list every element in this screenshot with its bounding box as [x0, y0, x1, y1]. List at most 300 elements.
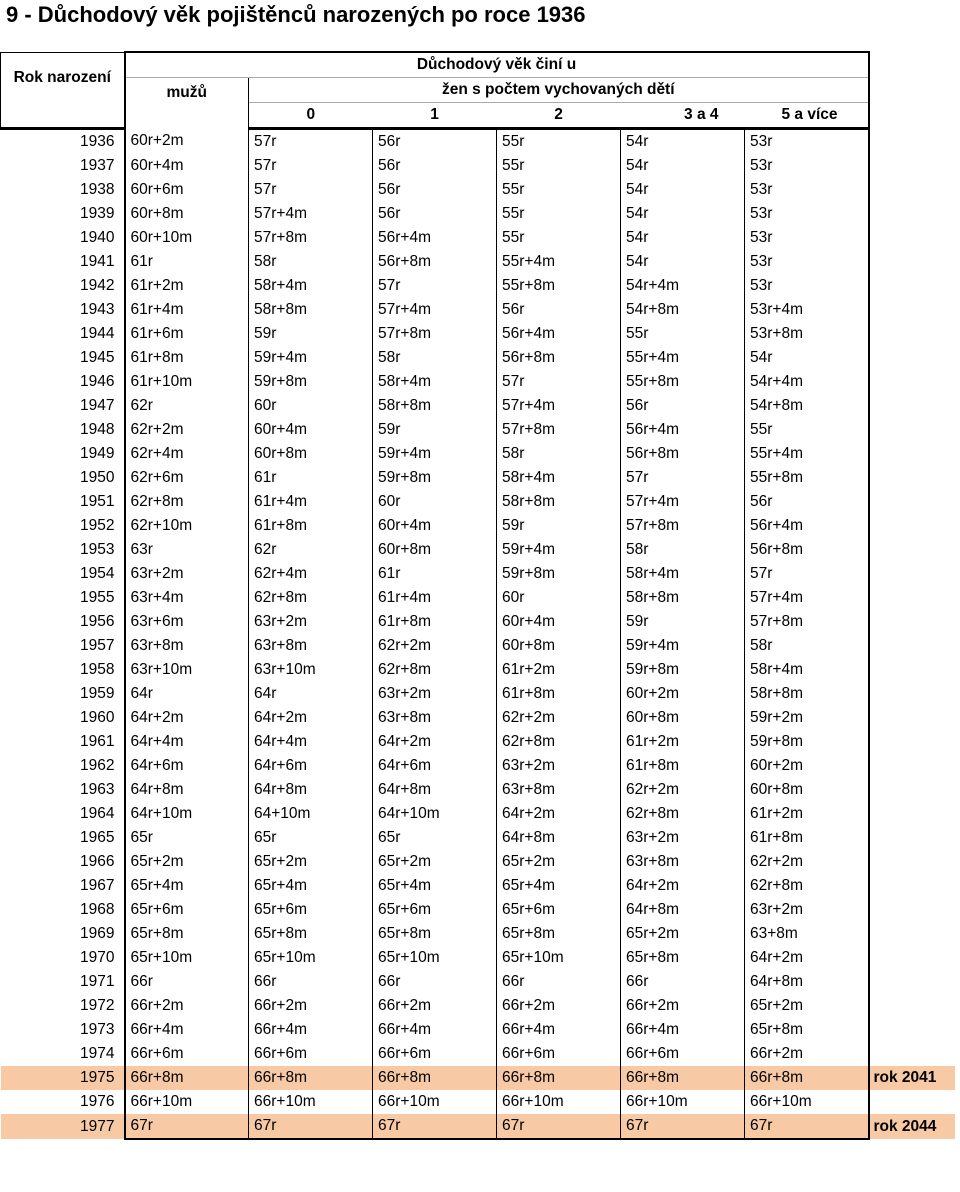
age-cell-k1: 56r: [373, 129, 497, 155]
age-cell-k0: 59r+8m: [249, 370, 373, 394]
birth-year-cell: 1964: [80, 805, 115, 822]
age-cell-k2: 66r: [497, 970, 621, 994]
age-cell-muzu: 61r+4m: [125, 298, 249, 322]
age-cell-k0: 66r: [249, 970, 373, 994]
age-cell-k34: 65r+2m: [621, 922, 745, 946]
age-cell-k5: 56r+4m: [745, 514, 869, 538]
age-cell-k2: 60r: [497, 586, 621, 610]
age-cell-k2: 57r+8m: [497, 418, 621, 442]
birth-year-cell: 1952: [80, 517, 115, 534]
age-cell-k1: 64r+6m: [373, 754, 497, 778]
table-row: [1, 850, 955, 874]
birth-year-cell: 1961: [80, 733, 115, 750]
age-cell-k34: 54r+4m: [621, 274, 745, 298]
age-cell-k0: 57r+4m: [249, 202, 373, 226]
age-cell-muzu: 62r+10m: [125, 514, 249, 538]
age-cell-k5: 63r+2m: [745, 898, 869, 922]
age-cell-k5: 57r+4m: [745, 586, 869, 610]
age-cell-muzu: 63r+10m: [125, 658, 249, 682]
age-cell-k2: 59r: [497, 514, 621, 538]
birth-year-cell: 1962: [80, 757, 115, 774]
birth-year-cell: 1970: [80, 949, 115, 966]
birth-year-cell: 1968: [80, 901, 115, 918]
age-cell-k1: 56r: [373, 154, 497, 178]
age-cell-k2: 64r+2m: [497, 802, 621, 826]
age-cell-k5: 61r+2m: [745, 802, 869, 826]
age-cell-k5: 54r+4m: [745, 370, 869, 394]
age-cell-k5: 56r: [745, 490, 869, 514]
age-cell-k2: 59r+4m: [497, 538, 621, 562]
age-cell-k1: 56r: [373, 178, 497, 202]
age-cell-k0: 65r+2m: [249, 850, 373, 874]
age-cell-muzu: 61r+6m: [125, 322, 249, 346]
note-cell: [869, 370, 955, 394]
age-cell-k2: 62r+2m: [497, 706, 621, 730]
note-cell: rok 2041: [869, 1066, 955, 1090]
age-cell-k5: 60r+8m: [745, 778, 869, 802]
age-cell-k34: 54r: [621, 154, 745, 178]
header-empty: [1, 103, 125, 129]
table-row: [1, 250, 955, 274]
header-empty: [869, 78, 955, 103]
age-cell-k0: 57r: [249, 154, 373, 178]
age-cell-k5: 53r: [745, 226, 869, 250]
birth-year-cell: 1969: [80, 925, 115, 942]
age-cell-k1: 64r+8m: [373, 778, 497, 802]
age-cell-muzu: 62r+4m: [125, 442, 249, 466]
birth-year-cell: 1957: [80, 637, 115, 654]
note-cell: [869, 562, 955, 586]
age-cell-k34: 58r+4m: [621, 562, 745, 586]
age-cell-k0: 65r: [249, 826, 373, 850]
table-row: [1, 682, 955, 706]
age-cell-muzu: 61r+8m: [125, 346, 249, 370]
note-cell: [869, 802, 955, 826]
note-cell: rok 2044: [869, 1114, 955, 1139]
age-cell-k5: 53r+8m: [745, 322, 869, 346]
birth-year-cell: 1958: [80, 661, 115, 678]
age-cell-k34: 60r+2m: [621, 682, 745, 706]
note-cell: [869, 970, 955, 994]
table-row: [1, 754, 955, 778]
table-row: [1, 610, 955, 634]
note-cell: [869, 1018, 955, 1042]
age-cell-k5: 57r+8m: [745, 610, 869, 634]
age-cell-k34: 58r+8m: [621, 586, 745, 610]
age-cell-k5: 64r+8m: [745, 970, 869, 994]
age-cell-k34: 62r+8m: [621, 802, 745, 826]
age-cell-k2: 66r+4m: [497, 1018, 621, 1042]
age-cell-k0: 60r: [249, 394, 373, 418]
age-cell-k1: 56r+8m: [373, 250, 497, 274]
header-rok-narozeni: Rok narození: [1, 52, 125, 103]
age-cell-k2: 60r+8m: [497, 634, 621, 658]
age-cell-k1: 59r: [373, 418, 497, 442]
birth-year-cell: 1950: [80, 469, 115, 486]
birth-year-cell: 1945: [80, 349, 115, 366]
age-cell-k1: 59r+8m: [373, 466, 497, 490]
age-cell-k5: 58r: [745, 634, 869, 658]
age-cell-k34: 66r: [621, 970, 745, 994]
age-cell-k5: 58r+8m: [745, 682, 869, 706]
birth-year-cell: 1941: [80, 253, 115, 270]
age-cell-k2: 57r+4m: [497, 394, 621, 418]
age-cell-k0: 66r+2m: [249, 994, 373, 1018]
retirement-age-table: [0, 51, 955, 1140]
birth-year-cell: 1965: [80, 829, 115, 846]
age-cell-k5: 62r+2m: [745, 850, 869, 874]
table-row: [1, 586, 955, 610]
table-row: [1, 514, 955, 538]
age-cell-muzu: 65r: [125, 826, 249, 850]
age-cell-k1: 63r+8m: [373, 706, 497, 730]
table-row: [1, 634, 955, 658]
note-cell: [869, 994, 955, 1018]
birth-year-cell: 1949: [80, 445, 115, 462]
note-cell: [869, 850, 955, 874]
age-cell-k2: 64r+8m: [497, 826, 621, 850]
age-cell-muzu: 64r+4m: [125, 730, 249, 754]
age-cell-k34: 66r+2m: [621, 994, 745, 1018]
birth-year-cell: 1960: [80, 709, 115, 726]
age-cell-k0: 64r+6m: [249, 754, 373, 778]
table-row: [1, 178, 955, 202]
birth-year-cell: 1963: [80, 781, 115, 798]
age-cell-k34: 61r+2m: [621, 730, 745, 754]
age-cell-k0: 60r+8m: [249, 442, 373, 466]
age-cell-muzu: 63r+2m: [125, 562, 249, 586]
age-cell-k34: 66r+4m: [621, 1018, 745, 1042]
birth-year-cell: 1942: [80, 277, 115, 294]
age-cell-k2: 55r+8m: [497, 274, 621, 298]
age-cell-k5: 53r: [745, 178, 869, 202]
age-cell-k5: 59r+2m: [745, 706, 869, 730]
birth-year-cell: 1956: [80, 613, 115, 630]
age-cell-muzu: 66r+2m: [125, 994, 249, 1018]
table-row: [1, 802, 955, 826]
age-cell-k1: 58r+4m: [373, 370, 497, 394]
page-title: 9 - Důchodový věk pojištěnců narozených po roce 1936: [6, 2, 586, 27]
birth-year-cell: 1971: [80, 973, 115, 990]
age-cell-k2: 56r+8m: [497, 346, 621, 370]
age-cell-k5: 62r+8m: [745, 874, 869, 898]
age-cell-k1: 57r+8m: [373, 322, 497, 346]
note-cell: [869, 250, 955, 274]
age-cell-k34: 66r+10m: [621, 1090, 745, 1114]
age-cell-k2: 66r+10m: [497, 1090, 621, 1114]
header-duchodovy-vek: Důchodový věk činí u: [125, 52, 869, 78]
table-row: [1, 1114, 955, 1139]
age-cell-k5: 66r+10m: [745, 1090, 869, 1114]
age-cell-muzu: 61r: [125, 250, 249, 274]
note-cell: [869, 778, 955, 802]
birth-year-cell: 1944: [80, 325, 115, 342]
age-cell-k0: 66r+6m: [249, 1042, 373, 1066]
age-cell-k1: 64r+10m: [373, 802, 497, 826]
age-cell-k34: 57r+8m: [621, 514, 745, 538]
note-cell: [869, 610, 955, 634]
birth-year-cell: 1953: [80, 541, 115, 558]
age-cell-k1: 61r+8m: [373, 610, 497, 634]
age-cell-k5: 55r+4m: [745, 442, 869, 466]
age-cell-k34: 59r: [621, 610, 745, 634]
age-cell-k5: 53r+4m: [745, 298, 869, 322]
header-k34: 3 a 4: [621, 103, 745, 129]
age-cell-k34: 56r: [621, 394, 745, 418]
age-cell-k1: 60r: [373, 490, 497, 514]
age-cell-k0: 64+10m: [249, 802, 373, 826]
age-cell-k2: 66r+8m: [497, 1066, 621, 1090]
age-cell-k1: 65r+10m: [373, 946, 497, 970]
birth-year-cell: 1947: [80, 397, 115, 414]
age-cell-k2: 60r+4m: [497, 610, 621, 634]
age-cell-k34: 57r+4m: [621, 490, 745, 514]
table-row: [1, 994, 955, 1018]
note-cell: [869, 658, 955, 682]
age-cell-muzu: 60r+6m: [125, 178, 249, 202]
age-cell-k1: 60r+4m: [373, 514, 497, 538]
age-cell-k0: 58r: [249, 250, 373, 274]
age-cell-k2: 65r+4m: [497, 874, 621, 898]
table-row: [1, 730, 955, 754]
header-empty: [869, 103, 955, 129]
birth-year-cell: 1974: [80, 1045, 115, 1062]
birth-year-cell: 1936: [80, 133, 115, 150]
birth-year-cell: 1975: [1, 1066, 125, 1090]
age-cell-k1: 66r+8m: [373, 1066, 497, 1090]
age-cell-muzu: 64r+2m: [125, 706, 249, 730]
age-cell-k5: 60r+2m: [745, 754, 869, 778]
age-cell-muzu: 65r+2m: [125, 850, 249, 874]
table-row: [1, 442, 955, 466]
age-cell-k1: 63r+2m: [373, 682, 497, 706]
age-cell-k34: 59r+4m: [621, 634, 745, 658]
age-cell-k5: 63+8m: [745, 922, 869, 946]
age-cell-k2: 66r+6m: [497, 1042, 621, 1066]
table-row: [1, 970, 955, 994]
note-cell: [869, 490, 955, 514]
age-cell-k2: 62r+8m: [497, 730, 621, 754]
age-cell-k1: 65r+8m: [373, 922, 497, 946]
age-cell-k0: 67r: [249, 1114, 373, 1139]
age-cell-k1: 61r: [373, 562, 497, 586]
age-cell-k2: 56r: [497, 298, 621, 322]
age-cell-muzu: 62r: [125, 394, 249, 418]
age-cell-k2: 55r: [497, 226, 621, 250]
header-zen: žen s počtem vychovaných dětí: [249, 78, 869, 103]
table-row: [1, 658, 955, 682]
age-cell-k34: 66r+8m: [621, 1066, 745, 1090]
age-cell-k2: 59r+8m: [497, 562, 621, 586]
age-cell-k0: 64r+4m: [249, 730, 373, 754]
age-cell-k2: 56r+4m: [497, 322, 621, 346]
age-cell-k34: 54r: [621, 178, 745, 202]
age-cell-k0: 63r+10m: [249, 658, 373, 682]
table-row: [1, 322, 955, 346]
birth-year-cell: 1977: [1, 1114, 125, 1139]
table-row: [1, 226, 955, 250]
age-cell-k0: 58r+4m: [249, 274, 373, 298]
note-cell: [869, 922, 955, 946]
age-cell-k34: 63r+8m: [621, 850, 745, 874]
birth-year-cell: 1937: [80, 157, 115, 174]
note-cell: [869, 178, 955, 202]
age-cell-k5: 67r: [745, 1114, 869, 1139]
age-cell-k2: 55r: [497, 129, 621, 155]
age-cell-k5: 65r+2m: [745, 994, 869, 1018]
age-cell-k34: 54r: [621, 226, 745, 250]
note-cell: [869, 706, 955, 730]
age-cell-muzu: 63r+6m: [125, 610, 249, 634]
birth-year-cell: 1955: [80, 589, 115, 606]
age-cell-k0: 65r+6m: [249, 898, 373, 922]
table-row: [1, 778, 955, 802]
age-cell-k2: 66r+2m: [497, 994, 621, 1018]
age-cell-k2: 57r: [497, 370, 621, 394]
age-cell-k5: 56r+8m: [745, 538, 869, 562]
birth-year-cell: 1943: [80, 301, 115, 318]
table-row: [1, 922, 955, 946]
age-cell-k0: 62r+8m: [249, 586, 373, 610]
birth-year-cell: 1959: [80, 685, 115, 702]
age-cell-k1: 58r+8m: [373, 394, 497, 418]
age-cell-k0: 59r: [249, 322, 373, 346]
table-row: [1, 1066, 955, 1090]
age-cell-muzu: 60r+8m: [125, 202, 249, 226]
age-cell-k34: 57r: [621, 466, 745, 490]
birth-year-cell: 1938: [80, 181, 115, 198]
age-cell-muzu: 66r+4m: [125, 1018, 249, 1042]
age-cell-k5: 53r: [745, 202, 869, 226]
header-k2: 2: [497, 103, 621, 129]
age-cell-k2: 55r: [497, 154, 621, 178]
age-cell-k0: 65r+4m: [249, 874, 373, 898]
age-cell-k5: 54r+8m: [745, 394, 869, 418]
note-cell: [869, 898, 955, 922]
table-row: [1, 298, 955, 322]
age-cell-k1: 62r+8m: [373, 658, 497, 682]
age-cell-k0: 66r+8m: [249, 1066, 373, 1090]
note-cell: [869, 754, 955, 778]
header-k5: 5 a více: [745, 103, 869, 129]
age-cell-k0: 63r+2m: [249, 610, 373, 634]
note-cell: [869, 946, 955, 970]
age-cell-muzu: 60r+10m: [125, 226, 249, 250]
table-body: [1, 129, 955, 1140]
age-cell-k1: 67r: [373, 1114, 497, 1139]
age-cell-k2: 65r+8m: [497, 922, 621, 946]
table-row: [1, 874, 955, 898]
age-cell-k1: 65r: [373, 826, 497, 850]
note-cell: [869, 730, 955, 754]
table-row: [1, 202, 955, 226]
age-cell-k5: 65r+8m: [745, 1018, 869, 1042]
age-cell-k0: 66r+10m: [249, 1090, 373, 1114]
birth-year-cell: 1976: [80, 1093, 115, 1110]
age-cell-k2: 61r+8m: [497, 682, 621, 706]
note-cell: [869, 874, 955, 898]
age-cell-k5: 61r+8m: [745, 826, 869, 850]
birth-year-cell: 1939: [80, 205, 115, 222]
birth-year-cell: 1972: [80, 997, 115, 1014]
note-cell: [869, 202, 955, 226]
age-cell-k1: 65r+4m: [373, 874, 497, 898]
birth-year-cell: 1967: [80, 877, 115, 894]
age-cell-muzu: 61r+2m: [125, 274, 249, 298]
age-cell-k0: 62r: [249, 538, 373, 562]
note-cell: [869, 538, 955, 562]
age-cell-k2: 65r+10m: [497, 946, 621, 970]
age-cell-k2: 65r+2m: [497, 850, 621, 874]
age-cell-k5: 66r+2m: [745, 1042, 869, 1066]
age-cell-k34: 54r: [621, 129, 745, 155]
header-muzu: mužů: [125, 78, 249, 129]
note-cell: [869, 346, 955, 370]
age-cell-k34: 56r+4m: [621, 418, 745, 442]
age-cell-k0: 61r+8m: [249, 514, 373, 538]
birth-year-cell: 1973: [80, 1021, 115, 1038]
age-cell-k2: 61r+2m: [497, 658, 621, 682]
age-cell-k34: 65r+8m: [621, 946, 745, 970]
age-cell-k5: 64r+2m: [745, 946, 869, 970]
note-cell: [869, 298, 955, 322]
table-row: [1, 490, 955, 514]
age-cell-k1: 66r+10m: [373, 1090, 497, 1114]
table-row: [1, 1018, 955, 1042]
age-cell-k1: 56r+4m: [373, 226, 497, 250]
age-cell-k34: 66r+6m: [621, 1042, 745, 1066]
age-cell-k2: 55r+4m: [497, 250, 621, 274]
note-cell: [869, 514, 955, 538]
age-cell-k2: 55r: [497, 202, 621, 226]
age-cell-k5: 53r: [745, 129, 869, 155]
age-cell-k0: 58r+8m: [249, 298, 373, 322]
age-cell-k5: 55r: [745, 418, 869, 442]
age-cell-k1: 57r: [373, 274, 497, 298]
age-cell-k5: 55r+8m: [745, 466, 869, 490]
age-cell-k34: 56r+8m: [621, 442, 745, 466]
header-k1: 1: [373, 103, 497, 129]
age-cell-k2: 63r+8m: [497, 778, 621, 802]
age-cell-k0: 62r+4m: [249, 562, 373, 586]
age-cell-muzu: 61r+10m: [125, 370, 249, 394]
age-cell-k34: 64r+2m: [621, 874, 745, 898]
age-cell-k1: 58r: [373, 346, 497, 370]
age-cell-k34: 55r+8m: [621, 370, 745, 394]
age-cell-muzu: 63r+4m: [125, 586, 249, 610]
age-cell-k5: 59r+8m: [745, 730, 869, 754]
header-empty: [869, 52, 955, 78]
age-cell-k34: 55r+4m: [621, 346, 745, 370]
table-row: [1, 562, 955, 586]
age-cell-k0: 61r: [249, 466, 373, 490]
table-row: [1, 706, 955, 730]
note-cell: [869, 586, 955, 610]
age-cell-muzu: 66r: [125, 970, 249, 994]
age-cell-muzu: 60r+2m: [125, 129, 249, 155]
note-cell: [869, 466, 955, 490]
age-cell-muzu: 66r+8m: [125, 1066, 249, 1090]
age-cell-k34: 55r: [621, 322, 745, 346]
age-cell-k1: 66r+4m: [373, 1018, 497, 1042]
age-cell-k34: 60r+8m: [621, 706, 745, 730]
age-cell-k2: 67r: [497, 1114, 621, 1139]
age-cell-k0: 63r+8m: [249, 634, 373, 658]
header-k0: 0: [249, 103, 373, 129]
age-cell-k0: 64r: [249, 682, 373, 706]
note-cell: [869, 129, 955, 155]
table-row: [1, 946, 955, 970]
